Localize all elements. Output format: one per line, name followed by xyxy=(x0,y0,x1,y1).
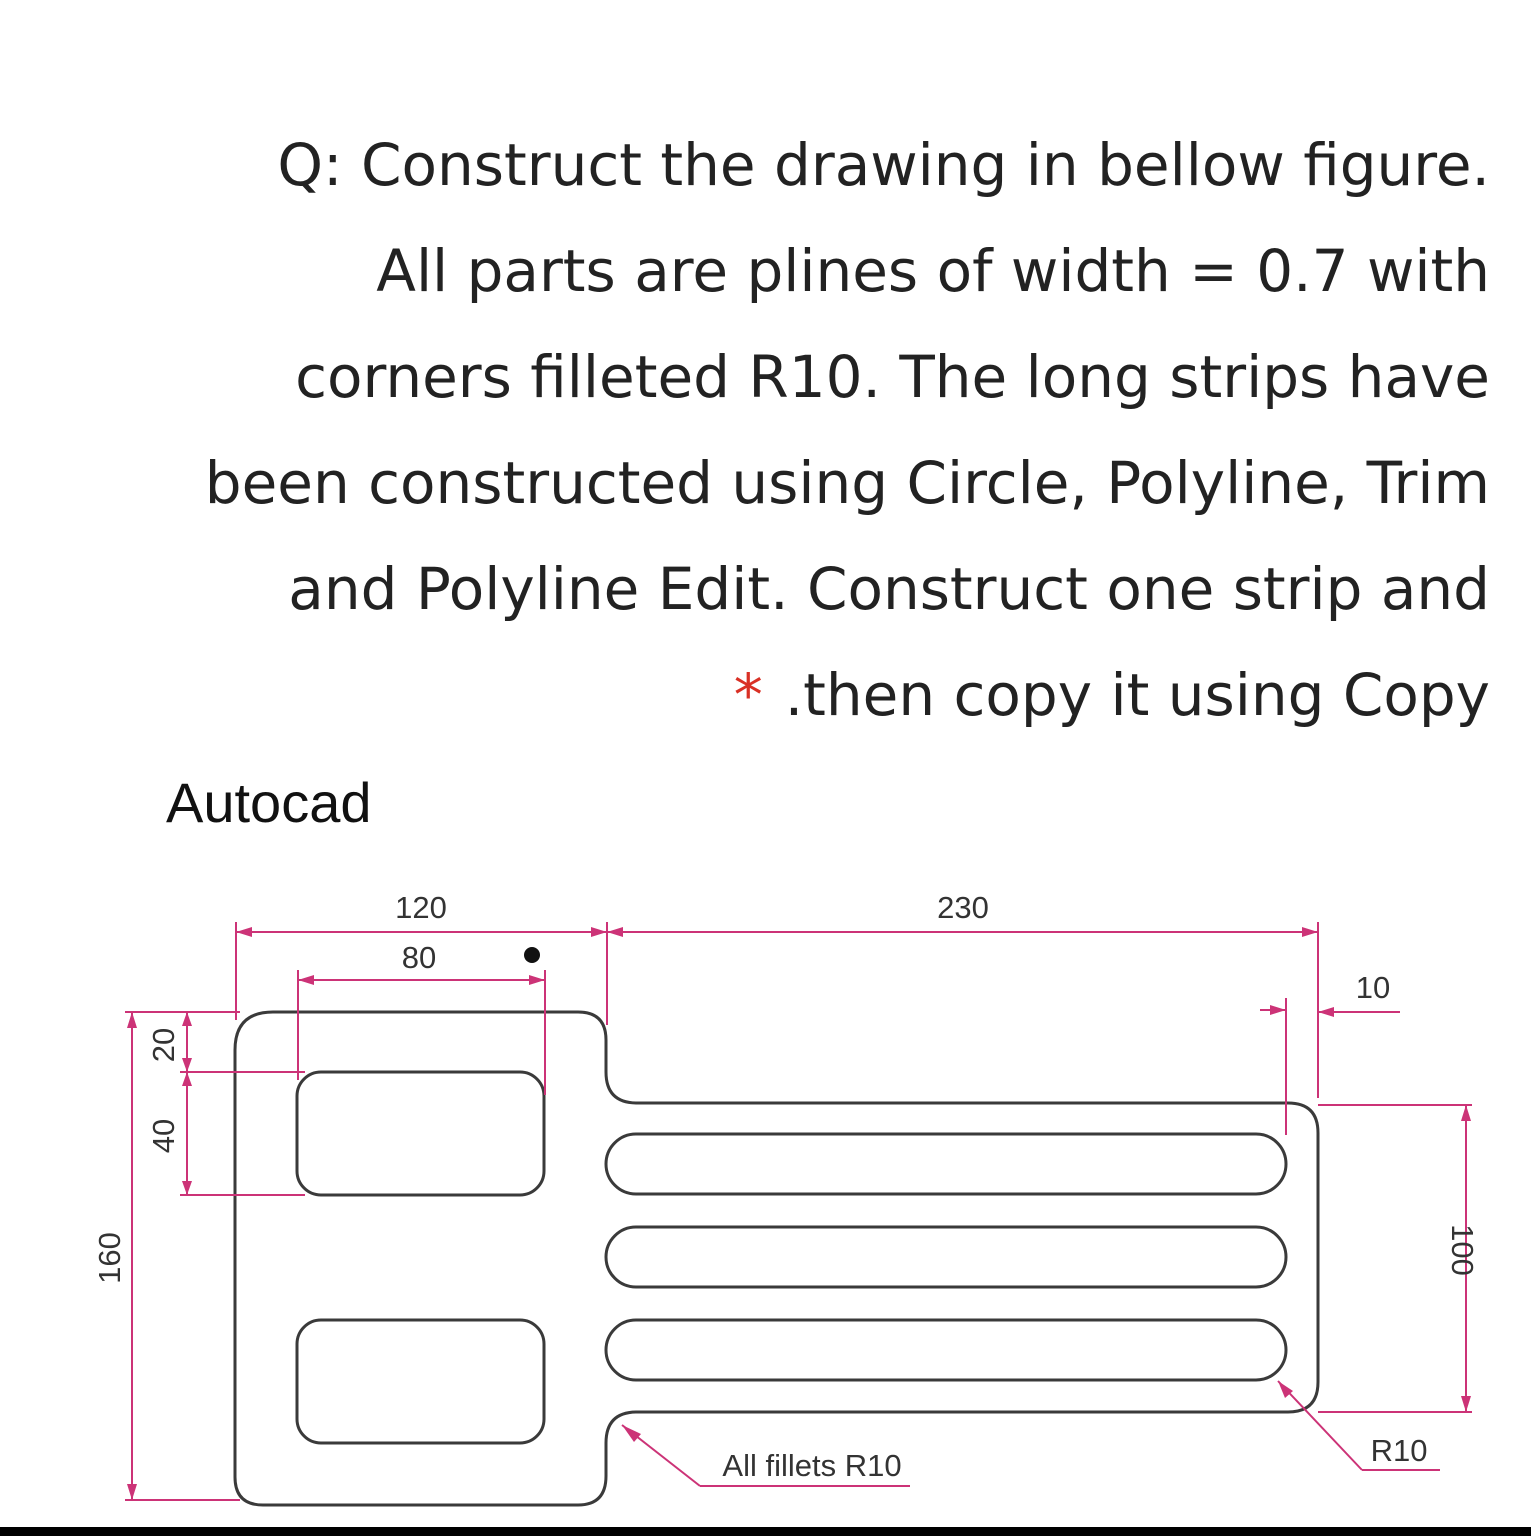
bottom-border xyxy=(0,1527,1531,1536)
leader-r10 xyxy=(1278,1381,1362,1470)
dim-text-120: 120 xyxy=(395,890,447,925)
part-outline xyxy=(235,1012,1318,1505)
outer-profile xyxy=(235,1012,1318,1505)
subtitle-autocad: Autocad xyxy=(166,771,372,834)
question-line-3: corners filleted R10. The long strips have xyxy=(295,343,1490,411)
dim-text-40: 40 xyxy=(146,1118,181,1154)
question-line-5: and Polyline Edit. Construct one strip and xyxy=(288,555,1490,623)
dim-text-80: 80 xyxy=(401,940,437,975)
note-r10: R10 xyxy=(1370,1433,1428,1468)
square-slot-bottom xyxy=(297,1320,544,1443)
note-all-fillets: All fillets R10 xyxy=(722,1448,902,1483)
square-slot-top xyxy=(297,1072,544,1195)
required-asterisk: * xyxy=(733,661,763,729)
dim-text-230: 230 xyxy=(937,890,989,925)
question-line-4: been constructed using Circle, Polyline, Trim xyxy=(204,449,1490,517)
question-line-6-text: .then copy it using Copy xyxy=(784,661,1490,729)
question-line-1: Q: Construct the drawing in bellow figure. xyxy=(277,131,1490,199)
dim-text-100: 100 xyxy=(1445,1224,1480,1276)
dim-text-20: 20 xyxy=(146,1027,181,1063)
reference-dot xyxy=(524,947,540,963)
long-strip-1 xyxy=(606,1134,1286,1194)
long-strip-3 xyxy=(606,1320,1286,1380)
dim-text-160: 160 xyxy=(92,1232,127,1284)
long-strip-2 xyxy=(606,1227,1286,1287)
dim-text-10: 10 xyxy=(1355,970,1391,1005)
question-line-2: All parts are plines of width = 0.7 with xyxy=(376,237,1490,305)
